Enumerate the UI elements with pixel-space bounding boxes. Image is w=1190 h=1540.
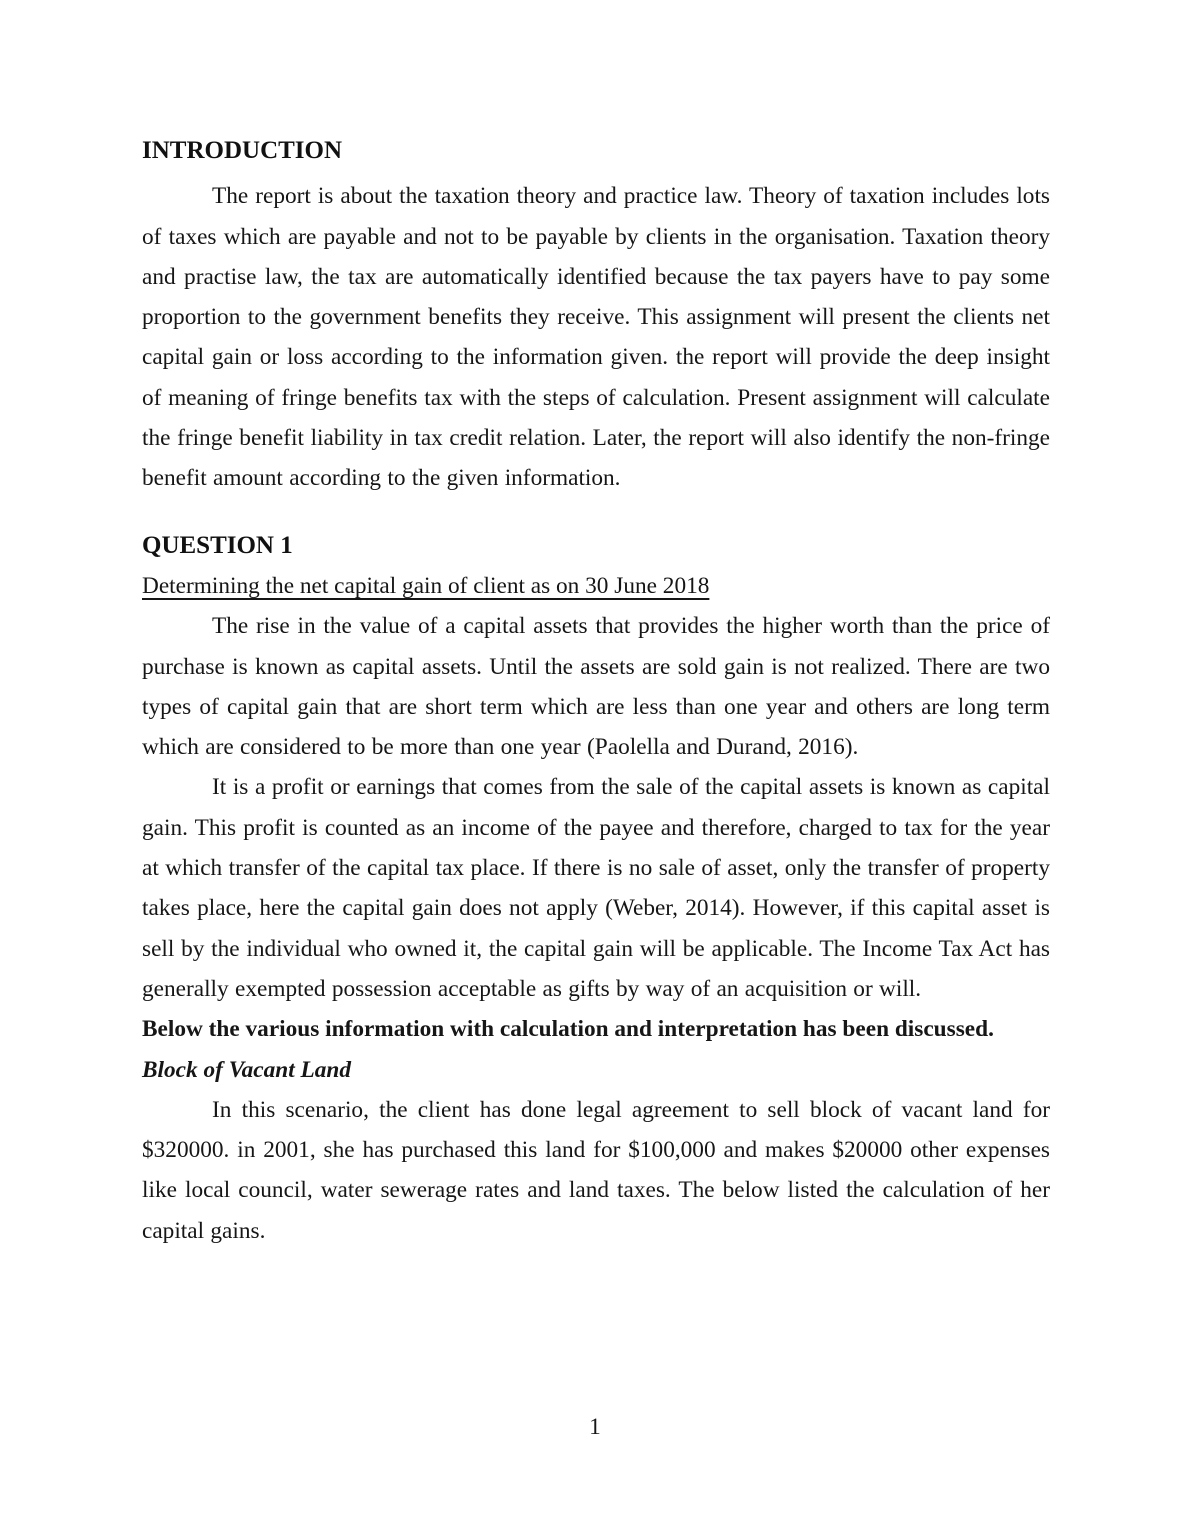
page-number: 1 bbox=[589, 1414, 601, 1440]
block-of-vacant-land-title: Block of Vacant Land bbox=[142, 1056, 352, 1083]
question-1-paragraph-1: The rise in the value of a capital assets that provides the higher worth than the price of purchase is known as capital assets. Until the assets are sold gain is not realized. There are two types of capital gain that are short term which are less than one year and others are long term which are considered to be more than one year (Paolella and Durand, 2016). bbox=[142, 613, 1050, 761]
question-1-subheading: Determining the net capital gain of client as on 30 June 2018 bbox=[142, 572, 710, 599]
question-1-heading: QUESTION 1 bbox=[142, 531, 293, 559]
introduction-paragraph: The report is about the taxation theory and practice law. Theory of taxation includes lots of taxes which are payable and not to be payable by clients in the organisation. Taxation theory and practise law, the tax are automatically identified because the tax payers have to pay some proportion to the government benefits they receive. This assignment will present the clients net capital gain or loss according to the information given. the report will provide the deep insight of meaning of fringe benefits tax with the steps of calculation. Present assignment will calculate the fringe benefit liability in tax credit relation. Later, the report will also identify the non-fringe benefit amount according to the given information. bbox=[142, 183, 1050, 492]
introduction-heading: INTRODUCTION bbox=[142, 137, 343, 164]
question-1-paragraph-2: It is a profit or earnings that comes from the sale of the capital assets is known as capital gain. This profit is counted as an income of the payee and therefore, charged to tax for the year at which transfer of the capital tax place. If there is no sale of asset, only the transfer of property takes place, here the capital gain does not apply (Weber, 2014). However, if this capital asset is sell by the individual who owned it, the capital gain will be applicable. The Income Tax Act has generally exempted possession acceptable as gifts by way of an acquisition or will. bbox=[142, 774, 1050, 1002]
block-of-vacant-land-paragraph: In this scenario, the client has done legal agreement to sell block of vacant land for $320000. in 2001, she has purchased this land for $100,000 and makes $20000 other expenses like local council, water sewerage rates and land taxes. The below listed the calculation of her capital gains. bbox=[142, 1096, 1050, 1244]
discussion-lead-line: Below the various information with calculation and interpretation has been discussed. bbox=[142, 1016, 994, 1043]
